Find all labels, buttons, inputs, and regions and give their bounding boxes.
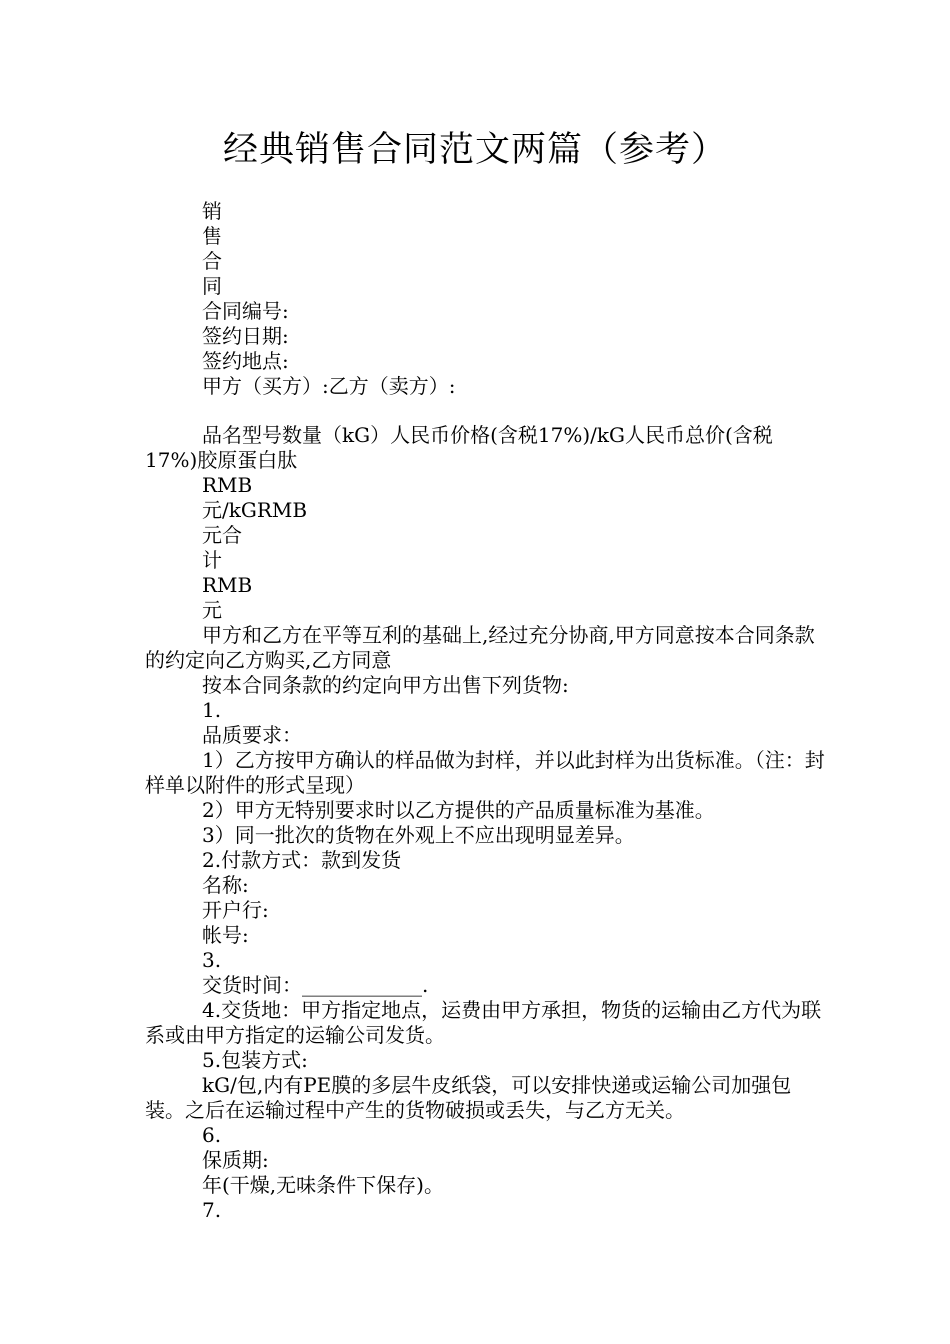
contract-number-label: 合同编号: (202, 299, 289, 323)
payment-method: 2.付款方式：款到发货 (202, 848, 402, 872)
paragraph: 销 (202, 199, 222, 223)
clause-number: 1. (202, 698, 222, 722)
paragraph: RMB (202, 473, 253, 497)
clause-number: 6. (202, 1123, 222, 1147)
paragraph: 按本合同条款的约定向甲方出售下列货物: (202, 673, 569, 697)
signing-place-label: 签约地点: (202, 349, 289, 373)
paragraph: 甲方和乙方在平等互利的基础上,经过充分协商,甲方同意按本合同条款的约定向乙方购买,乙方同意 (145, 623, 815, 672)
document-body (145, 199, 825, 1223)
signing-date-label: 签约日期: (202, 324, 289, 348)
quality-item: 2）甲方无特别要求时以乙方提供的产品质量标准为基准。 (202, 798, 715, 822)
paragraph: 合 (202, 249, 222, 273)
paragraph: 售 (202, 224, 222, 248)
account-name-label: 名称: (202, 873, 249, 897)
paragraph: 元/kGRMB (202, 498, 308, 522)
packaging-heading: 5.包装方式: (202, 1048, 308, 1072)
paragraph: 计 (202, 548, 222, 572)
bank-label: 开户行: (202, 898, 269, 922)
product-table-text: 品名型号数量（kG）人民币价格(含税17%)/kG人民币总价(含税17%)胶原蛋白肽 (145, 423, 773, 472)
delivery-time: 交货时间：____________. (202, 973, 429, 997)
paragraph: 同 (202, 274, 222, 298)
delivery-place: 4.交货地：甲方指定地点，运费由甲方承担，物货的运输由乙方代为联系或由甲方指定的运输公司发货。 (145, 998, 822, 1047)
clause-number: 7. (202, 1198, 222, 1222)
clause-number: 3. (202, 948, 222, 972)
quality-item: 3）同一批次的货物在外观上不应出现明显差异。 (202, 823, 635, 847)
shelf-life-heading: 保质期: (202, 1148, 269, 1172)
packaging-detail: kG/包,内有PE膜的多层牛皮纸袋，可以安排快递或运输公司加强包装。之后在运输过程中产生的货物破损或丢失，与乙方无关。 (145, 1073, 792, 1122)
document-title: 经典销售合同范文两篇（参考） (222, 130, 727, 170)
parties-label: 甲方（买方）:乙方（卖方）: (202, 374, 456, 398)
shelf-life-detail: 年(干燥,无味条件下保存)。 (202, 1173, 444, 1197)
quality-item: 1）乙方按甲方确认的样品做为封样，并以此封样为出货标准。（注：封样单以附件的形式呈现） (145, 748, 825, 797)
paragraph: RMB (202, 573, 253, 597)
account-number-label: 帐号: (202, 923, 249, 947)
paragraph: 元 (202, 598, 222, 622)
quality-heading: 品质要求： (202, 723, 302, 747)
paragraph: 元合 (202, 523, 242, 547)
